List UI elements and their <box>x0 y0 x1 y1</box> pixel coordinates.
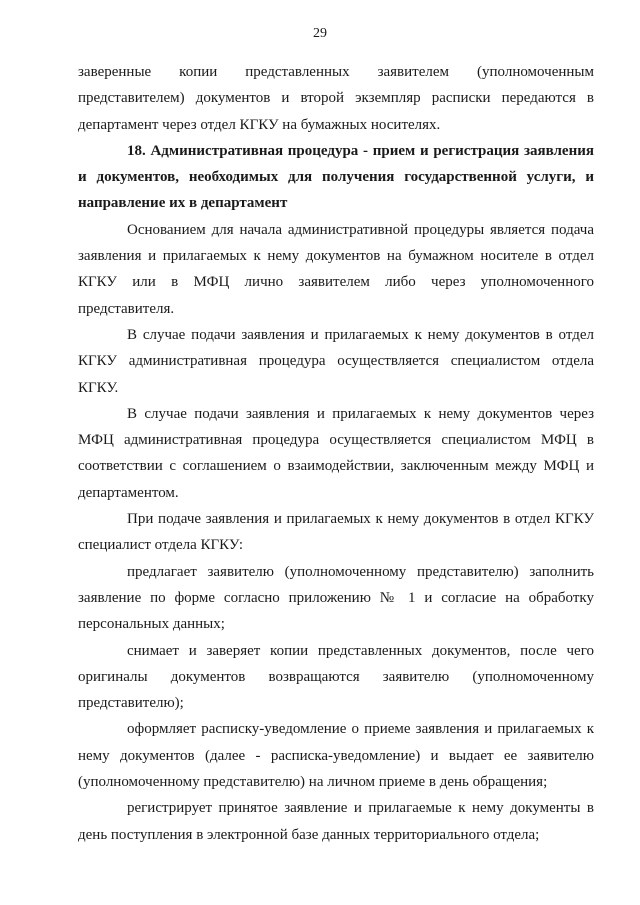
list-item: снимает и заверяет копии представленных документов, после чего оригиналы документов возвращаются заявителю (уполномоченному представителю); <box>78 642 594 712</box>
paragraph: При подаче заявления и прилагаемых к нему документов в отдел КГКУ специалист отдела КГКУ: <box>78 511 594 554</box>
list-item: регистрирует принятое заявление и прилагаемые к нему документы в день поступления в электронной базе данных территориального отдела; <box>78 800 594 843</box>
paragraph: В случае подачи заявления и прилагаемых к нему документов в отдел КГКУ административная процедура осуществляется специалистом отдела КГКУ. <box>78 326 594 396</box>
page-number: 29 <box>313 26 327 41</box>
paragraph: Основанием для начала административной процедуры является подача заявления и прилагаемых к нему документов на бумажном носителе в отдел КГКУ или в МФЦ лично заявителем либо через уполномоченного представителя. <box>78 221 594 317</box>
paragraph-continuation: заверенные копии представленных заявителем (уполномоченным представителем) документов и второй экземпляр расписки передаются в департамент через отдел КГКУ на бумажных носителях. <box>78 64 594 133</box>
section-heading: 18. Административная процедура - прием и регистрация заявления и документов, необходимых для получения государственной услуги, и направление их в департамент <box>78 142 594 212</box>
document-body <box>78 59 594 848</box>
paragraph: В случае подачи заявления и прилагаемых к нему документов через МФЦ административная процедура осуществляется специалистом МФЦ в соответствии с соглашением о взаимодействии, заключенным между МФЦ и департаментом. <box>78 405 594 501</box>
list-item: предлагает заявителю (уполномоченному представителю) заполнить заявление по форме согласно приложению № 1 и согласие на обработку персональных данных; <box>78 563 594 633</box>
list-item: оформляет расписку-уведомление о приеме заявления и прилагаемых к нему документов (далее - расписка-уведомление) и выдает ее заявителю (уполномоченному представителю) на личном приеме в день обращения; <box>78 721 594 791</box>
